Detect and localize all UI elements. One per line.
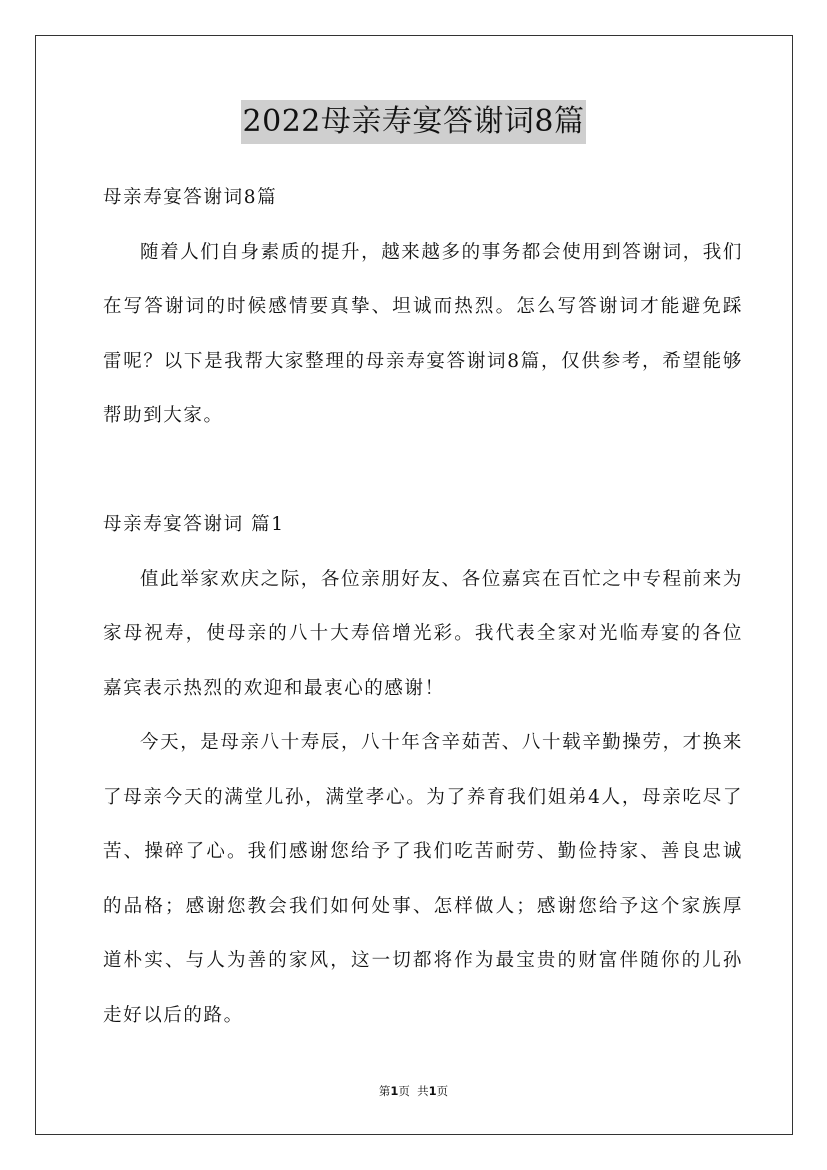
page-footer — [0, 1083, 827, 1099]
intro-heading: 母亲寿宴答谢词8篇 — [103, 187, 278, 208]
total-suffix: 页 — [436, 1084, 449, 1098]
total-pages: 1 — [428, 1084, 437, 1098]
page-number: 1 — [390, 1084, 399, 1098]
section-1-paragraph-1: 值此举家欢庆之际，各位亲朋好友、各位嘉宾在百忙之中专程前来为家母祝寿，使母亲的八十大寿倍增光彩。我代表全家对光临寿宴的各位嘉宾表示热烈的欢迎和最衷心的感谢！ — [103, 568, 744, 699]
section-1-paragraph-2: 今天，是母亲八十寿辰，八十年含辛茹苦、八十载辛勤操劳，才换来了母亲今天的满堂儿孙，满堂孝心。为了养育我们姐弟4人，母亲吃尽了苦、操碎了心。我们感谢您给予了我们吃苦耐劳、勤俭持家、善良忠诚的品格；感谢您教会我们如何处事、怎样做人；感谢您给予这个家族厚道朴实、与人为善的家风，这一切都将作为最宝贵的财富伴随你的儿孙走好以后的路。 — [103, 732, 744, 1026]
page-prefix: 第 — [378, 1084, 391, 1098]
title-container — [0, 100, 827, 144]
total-prefix: 共 — [417, 1084, 429, 1098]
section-1-heading: 母亲寿宴答谢词 篇1 — [103, 514, 285, 535]
intro-paragraph: 随着人们自身素质的提升，越来越多的事务都会使用到答谢词，我们在写答谢词的时候感情要真挚、坦诚而热烈。怎么写答谢词才能避免踩雷呢？以下是我帮大家整理的母亲寿宴答谢词8篇，仅供参考，希望能够帮助到大家。 — [103, 241, 744, 426]
section-spacer — [103, 444, 743, 499]
document-body — [103, 171, 743, 1043]
document-title: 2022母亲寿宴答谢词8篇 — [241, 100, 587, 144]
page-suffix: 页 — [398, 1084, 410, 1098]
